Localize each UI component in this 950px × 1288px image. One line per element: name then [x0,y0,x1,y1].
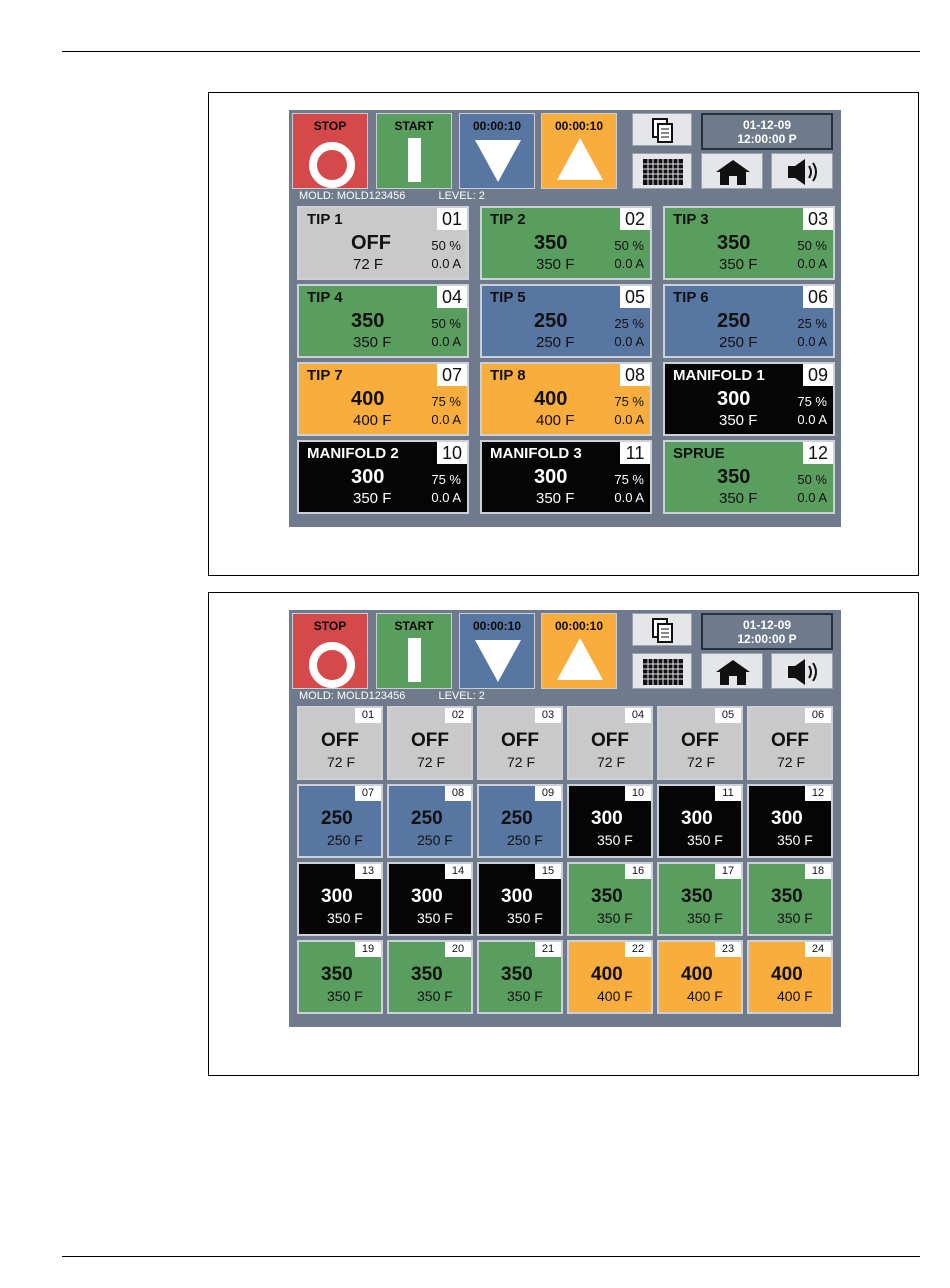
zone-tile[interactable] [657,706,743,780]
zone-amperage: 0.0 A [614,490,644,505]
sound-button[interactable] [771,153,833,189]
zone-actual-temp: 350 F [353,334,392,351]
zone-number: 09 [535,786,561,801]
zone-setpoint: 400 [681,964,713,985]
top-rule [62,51,920,52]
zone-amperage: 0.0 A [614,256,644,271]
start-button[interactable] [376,113,452,189]
zone-tile[interactable] [747,784,833,858]
zone-number: 19 [355,942,381,957]
copy-button[interactable] [632,113,692,146]
zone-actual-temp: 72 F [597,754,626,770]
zone-number: 14 [445,864,471,879]
zone-amperage: 0.0 A [797,490,827,505]
zone-number: 21 [535,942,561,957]
zone-actual-temp: 350 F [719,256,758,273]
zone-actual-temp: 400 F [687,988,723,1004]
zone-setpoint: 350 [501,964,533,985]
date-text: 01-12-09 [742,118,792,132]
zone-setpoint: OFF [411,730,449,751]
zone-actual-temp: 72 F [687,754,716,770]
zone-setpoint: 250 [411,808,443,829]
zone-tile[interactable] [477,862,563,936]
figure-12-zone [208,92,919,576]
zone-setpoint: 300 [501,886,533,907]
zone-number: 08 [620,364,650,386]
zone-number: 02 [445,708,471,723]
status-line [299,690,515,702]
zone-name: TIP 5 [490,289,526,306]
zone-tile[interactable] [297,940,383,1014]
zone-setpoint: 300 [534,466,568,488]
zone-setpoint: 350 [681,886,713,907]
zone-tile[interactable] [387,784,473,858]
stop-icon [309,142,355,188]
zone-number: 08 [445,786,471,801]
zone-actual-temp: 350 F [353,490,392,507]
zone-tile[interactable] [663,362,835,436]
arrow-down-icon [475,640,521,682]
zone-amperage: 0.0 A [614,334,644,349]
zone-tile[interactable] [567,706,653,780]
zone-setpoint: 350 [534,232,568,254]
zone-number: 04 [437,286,467,308]
zone-amperage: 0.0 A [797,412,827,427]
zone-number: 13 [355,864,381,879]
zone-number: 20 [445,942,471,957]
zone-setpoint: 400 [771,964,803,985]
zone-name: TIP 4 [307,289,343,306]
zone-setpoint: 350 [771,886,803,907]
status-line [299,190,515,202]
zone-tile[interactable] [747,706,833,780]
zone-setpoint: 300 [321,886,353,907]
standby-down-button[interactable] [459,613,535,689]
zone-setpoint: 250 [321,808,353,829]
zone-tile[interactable] [387,862,473,936]
stop-icon [309,642,355,688]
zone-power-percent: 75 % [431,472,461,487]
zone-tile[interactable] [387,940,473,1014]
zone-tile[interactable] [297,440,469,514]
zone-setpoint: OFF [681,730,719,751]
zone-setpoint: 300 [351,466,385,488]
zone-setpoint: OFF [351,232,391,254]
zone-number: 12 [803,442,833,464]
zone-tile[interactable] [297,706,383,780]
keypad-button[interactable] [632,653,692,689]
zone-tile[interactable] [480,440,652,514]
zone-actual-temp: 400 F [597,988,633,1004]
zone-actual-temp: 350 F [597,910,633,926]
zone-tile[interactable] [297,784,383,858]
zone-setpoint: 400 [351,388,385,410]
stop-button[interactable] [292,113,368,189]
stop-label: STOP [313,619,347,633]
start-label: START [394,119,434,133]
zone-number: 05 [715,708,741,723]
zone-name: TIP 7 [307,367,343,384]
zone-actual-temp: 250 F [507,832,543,848]
zone-tile[interactable] [747,862,833,936]
zone-amperage: 0.0 A [431,490,461,505]
zone-actual-temp: 72 F [353,256,384,273]
zone-setpoint: 350 [591,886,623,907]
zone-tile[interactable] [663,440,835,514]
zone-tile[interactable] [297,862,383,936]
zone-setpoint: 350 [321,964,353,985]
zone-number: 18 [805,864,831,879]
zone-name: MANIFOLD 2 [307,445,399,462]
zone-setpoint: 300 [771,808,803,829]
zone-tile[interactable] [480,362,652,436]
zone-amperage: 0.0 A [431,256,461,271]
zone-power-percent: 75 % [614,472,644,487]
copy-icon [633,114,693,147]
zone-amperage: 0.0 A [797,256,827,271]
zone-number: 07 [437,364,467,386]
zone-number: 24 [805,942,831,957]
zone-setpoint: 350 [717,466,751,488]
zone-number: 10 [625,786,651,801]
zone-number: 11 [620,442,650,464]
zone-tile[interactable] [480,284,652,358]
zone-number: 06 [805,708,831,723]
down-timer: 00:00:10 [472,119,522,133]
zone-setpoint: 250 [717,310,751,332]
zone-number: 10 [437,442,467,464]
zone-actual-temp: 250 F [719,334,758,351]
arrow-up-icon [557,138,603,180]
keypad-button[interactable] [632,153,692,189]
zone-number: 02 [620,208,650,230]
zone-setpoint: 400 [591,964,623,985]
boost-up-button[interactable] [541,613,617,689]
arrow-down-icon [475,140,521,182]
zone-setpoint: 300 [411,886,443,907]
zone-tile[interactable] [567,940,653,1014]
zone-tile[interactable] [747,940,833,1014]
zone-number: 09 [803,364,833,386]
zone-number: 06 [803,286,833,308]
controller-screen-24 [289,610,841,1027]
start-button[interactable] [376,613,452,689]
zone-setpoint: 350 [411,964,443,985]
zone-amperage: 0.0 A [431,412,461,427]
zone-amperage: 0.0 A [431,334,461,349]
speaker-icon [772,154,834,190]
zone-name: TIP 6 [673,289,709,306]
zone-tile[interactable] [387,706,473,780]
zone-power-percent: 75 % [431,394,461,409]
zone-power-percent: 50 % [431,316,461,331]
level-text: LEVEL: 2 [438,690,485,702]
zone-name: SPRUE [673,445,725,462]
boost-up-button[interactable] [541,113,617,189]
zone-setpoint: 400 [534,388,568,410]
date-time-display [701,613,833,650]
bottom-rule [62,1256,920,1257]
zone-tile[interactable] [297,284,469,358]
figure-24-zone [208,592,919,1076]
zone-number: 17 [715,864,741,879]
zone-actual-temp: 350 F [417,910,453,926]
arrow-up-icon [557,638,603,680]
zone-actual-temp: 72 F [507,754,536,770]
zone-actual-temp: 350 F [327,988,363,1004]
zone-tile[interactable] [567,784,653,858]
zone-power-percent: 75 % [797,394,827,409]
zone-setpoint: OFF [771,730,809,751]
zone-actual-temp: 350 F [327,910,363,926]
zone-number: 01 [355,708,381,723]
date-text: 01-12-09 [742,618,792,632]
zone-number: 23 [715,942,741,957]
zone-number: 16 [625,864,651,879]
down-timer: 00:00:10 [472,619,522,633]
zone-number: 05 [620,286,650,308]
start-icon [408,138,421,182]
controller-screen-12 [289,110,841,527]
copy-icon [633,614,693,647]
zone-actual-temp: 250 F [536,334,575,351]
zone-number: 11 [715,786,741,801]
zone-tile[interactable] [657,940,743,1014]
start-icon [408,638,421,682]
zone-power-percent: 50 % [797,472,827,487]
level-text: LEVEL: 2 [438,190,485,202]
up-timer: 00:00:10 [554,619,604,633]
zone-number: 22 [625,942,651,957]
sound-button[interactable] [771,653,833,689]
zone-name: MANIFOLD 3 [490,445,582,462]
zone-number: 15 [535,864,561,879]
zone-setpoint: 250 [501,808,533,829]
zone-actual-temp: 400 F [777,988,813,1004]
start-label: START [394,619,434,633]
zone-setpoint: 350 [351,310,385,332]
zone-actual-temp: 72 F [777,754,806,770]
zone-tile[interactable] [657,784,743,858]
zone-setpoint: 250 [534,310,568,332]
zone-tile[interactable] [663,206,835,280]
zone-setpoint: 300 [591,808,623,829]
zone-actual-temp: 400 F [536,412,575,429]
zone-power-percent: 25 % [797,316,827,331]
zone-name: TIP 2 [490,211,526,228]
zone-actual-temp: 350 F [536,256,575,273]
zone-setpoint: OFF [591,730,629,751]
mold-text: MOLD: MOLD123456 [299,190,406,202]
zone-tile[interactable] [477,706,563,780]
zone-actual-temp: 72 F [417,754,446,770]
zone-actual-temp: 350 F [687,910,723,926]
home-icon [702,654,764,690]
zone-power-percent: 50 % [797,238,827,253]
home-button[interactable] [701,653,763,689]
zone-tile[interactable] [477,784,563,858]
zone-tile[interactable] [297,362,469,436]
zone-actual-temp: 350 F [777,832,813,848]
time-text: 12:00:00 P [737,132,797,146]
standby-down-button[interactable] [459,113,535,189]
zone-actual-temp: 350 F [507,910,543,926]
zone-power-percent: 25 % [614,316,644,331]
zone-actual-temp: 350 F [417,988,453,1004]
home-button[interactable] [701,153,763,189]
zone-actual-temp: 350 F [719,490,758,507]
keypad-icon [633,654,693,690]
copy-button[interactable] [632,613,692,646]
speaker-icon [772,654,834,690]
zone-power-percent: 75 % [614,394,644,409]
zone-setpoint: OFF [501,730,539,751]
zone-name: TIP 3 [673,211,709,228]
zone-number: 03 [803,208,833,230]
date-time-display [701,113,833,150]
zone-tile[interactable] [297,206,469,280]
zone-tile[interactable] [480,206,652,280]
zone-number: 07 [355,786,381,801]
zone-actual-temp: 250 F [417,832,453,848]
zone-power-percent: 50 % [614,238,644,253]
zone-actual-temp: 72 F [327,754,356,770]
zone-number: 04 [625,708,651,723]
zone-setpoint: 300 [681,808,713,829]
zone-number: 01 [437,208,467,230]
zone-power-percent: 50 % [431,238,461,253]
zone-tile[interactable] [567,862,653,936]
zone-setpoint: 300 [717,388,751,410]
mold-text: MOLD: MOLD123456 [299,690,406,702]
keypad-icon [633,154,693,190]
zone-actual-temp: 350 F [719,412,758,429]
zone-name: TIP 8 [490,367,526,384]
zone-actual-temp: 350 F [597,832,633,848]
home-icon [702,154,764,190]
zone-setpoint: 350 [717,232,751,254]
stop-button[interactable] [292,613,368,689]
zone-number: 12 [805,786,831,801]
zone-name: MANIFOLD 1 [673,367,765,384]
zone-tile[interactable] [657,862,743,936]
zone-tile[interactable] [663,284,835,358]
zone-tile[interactable] [477,940,563,1014]
time-text: 12:00:00 P [737,632,797,646]
zone-actual-temp: 350 F [536,490,575,507]
up-timer: 00:00:10 [554,119,604,133]
zone-actual-temp: 350 F [777,910,813,926]
zone-actual-temp: 350 F [507,988,543,1004]
zone-actual-temp: 400 F [353,412,392,429]
zone-name: TIP 1 [307,211,343,228]
zone-actual-temp: 250 F [327,832,363,848]
zone-setpoint: OFF [321,730,359,751]
zone-actual-temp: 350 F [687,832,723,848]
zone-amperage: 0.0 A [614,412,644,427]
zone-number: 03 [535,708,561,723]
zone-amperage: 0.0 A [797,334,827,349]
stop-label: STOP [313,119,347,133]
